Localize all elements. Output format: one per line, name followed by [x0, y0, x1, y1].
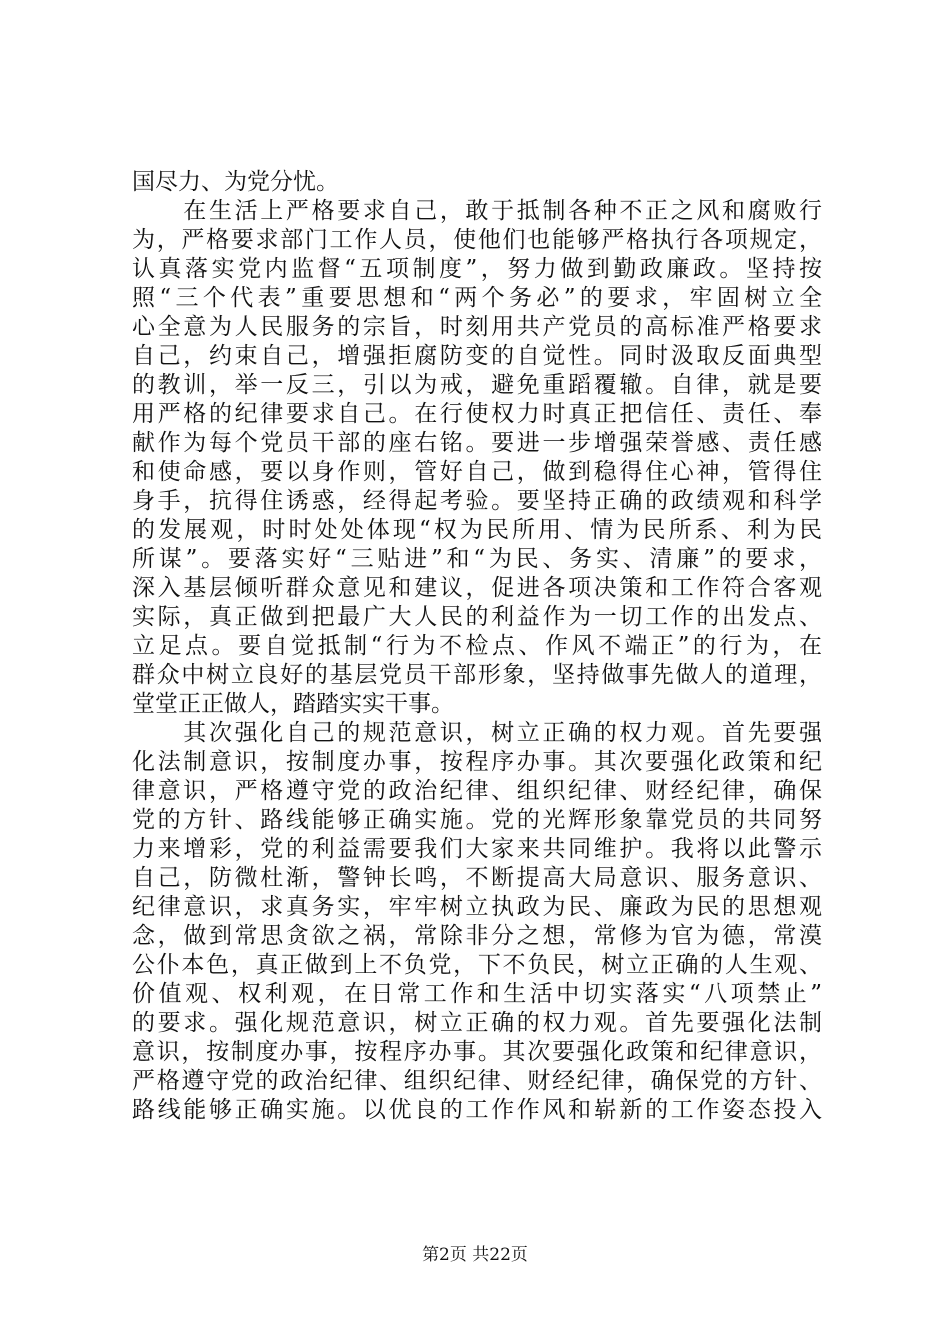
text-line: 党的方针、路线能够正确实施。党的光辉形象靠党员的共同努 — [132, 807, 822, 833]
text-line: 立足点。要自觉抵制“行为不检点、作风不端正”的行为，在 — [132, 633, 822, 659]
text-line: 心全意为人民服务的宗旨，时刻用共产党员的高标准严格要求 — [132, 314, 822, 340]
text-line: 价值观、权利观，在日常工作和生活中切实落实“八项禁止” — [132, 981, 822, 1007]
text-line: 严格遵守党的政治纪律、组织纪律、财经纪律，确保党的方针、 — [132, 1068, 822, 1094]
text-line: 纪律意识，求真务实，牢牢树立执政为民、廉政为民的思想观 — [132, 894, 822, 920]
text-line: 的教训，举一反三，引以为戒，避免重蹈覆辙。自律，就是要 — [132, 372, 822, 398]
text-line: 意识，按制度办事，按程序办事。其次要强化政策和纪律意识， — [132, 1039, 822, 1065]
text-line: 念，做到常思贪欲之祸，常除非分之想，常修为官为德，常漠 — [132, 923, 822, 949]
text-line: 的发展观，时时处处体现“权为民所用、情为民所系、利为民 — [132, 517, 822, 543]
text-line: 深入基层倾听群众意见和建议，促进各项决策和工作符合客观 — [132, 575, 822, 601]
text-line: 照“三个代表”重要思想和“两个务必”的要求，牢固树立全 — [132, 285, 822, 311]
text-line: 的要求。强化规范意识，树立正确的权力观。首先要强化法制 — [132, 1010, 822, 1036]
text-line: 群众中树立良好的基层党员干部形象，坚持做事先做人的道理， — [132, 662, 822, 688]
text-line: 公仆本色，真正做到上不负党，下不负民，树立正确的人生观、 — [132, 952, 822, 978]
text-line: 和使命感，要以身作则，管好自己，做到稳得住心神，管得住 — [132, 459, 822, 485]
document-body — [132, 168, 822, 1125]
text-line: 国尽力、为党分忧。 — [132, 169, 339, 195]
text-line: 力来增彩，党的利益需要我们大家来共同维护。我将以此警示 — [132, 836, 822, 862]
text-line: 身手，抗得住诱惑，经得起考验。要坚持正确的政绩观和科学 — [132, 488, 822, 514]
text-line: 为，严格要求部门工作人员，使他们也能够严格执行各项规定， — [132, 227, 822, 253]
text-line: 其次强化自己的规范意识，树立正确的权力观。首先要强 — [132, 720, 822, 746]
text-line: 在生活上严格要求自己，敢于抵制各种不正之风和腐败行 — [132, 198, 822, 224]
text-line: 路线能够正确实施。以优良的工作作风和崭新的工作姿态投入 — [132, 1097, 822, 1123]
page-footer: 第2页 共22页 — [422, 1245, 528, 1265]
text-line: 实际，真正做到把最广大人民的利益作为一切工作的出发点、 — [132, 604, 822, 630]
text-line: 认真落实党内监督“五项制度”，努力做到勤政廉政。坚持按 — [132, 256, 822, 282]
text-line: 自己，防微杜渐，警钟长鸣，不断提高大局意识、服务意识、 — [132, 865, 822, 891]
text-line: 用严格的纪律要求自己。在行使权力时真正把信任、责任、奉 — [132, 401, 822, 427]
text-line: 化法制意识，按制度办事，按程序办事。其次要强化政策和纪 — [132, 749, 822, 775]
text-line: 律意识，严格遵守党的政治纪律、组织纪律、财经纪律，确保 — [132, 778, 822, 804]
text-line: 献作为每个党员干部的座右铭。要进一步增强荣誉感、责任感 — [132, 430, 822, 456]
text-line: 堂堂正正做人，踏踏实实干事。 — [132, 691, 454, 717]
text-line: 自己，约束自己，增强拒腐防变的自觉性。同时汲取反面典型 — [132, 343, 822, 369]
text-line: 所谋”。要落实好“三贴进”和“为民、务实、清廉”的要求， — [132, 546, 822, 572]
